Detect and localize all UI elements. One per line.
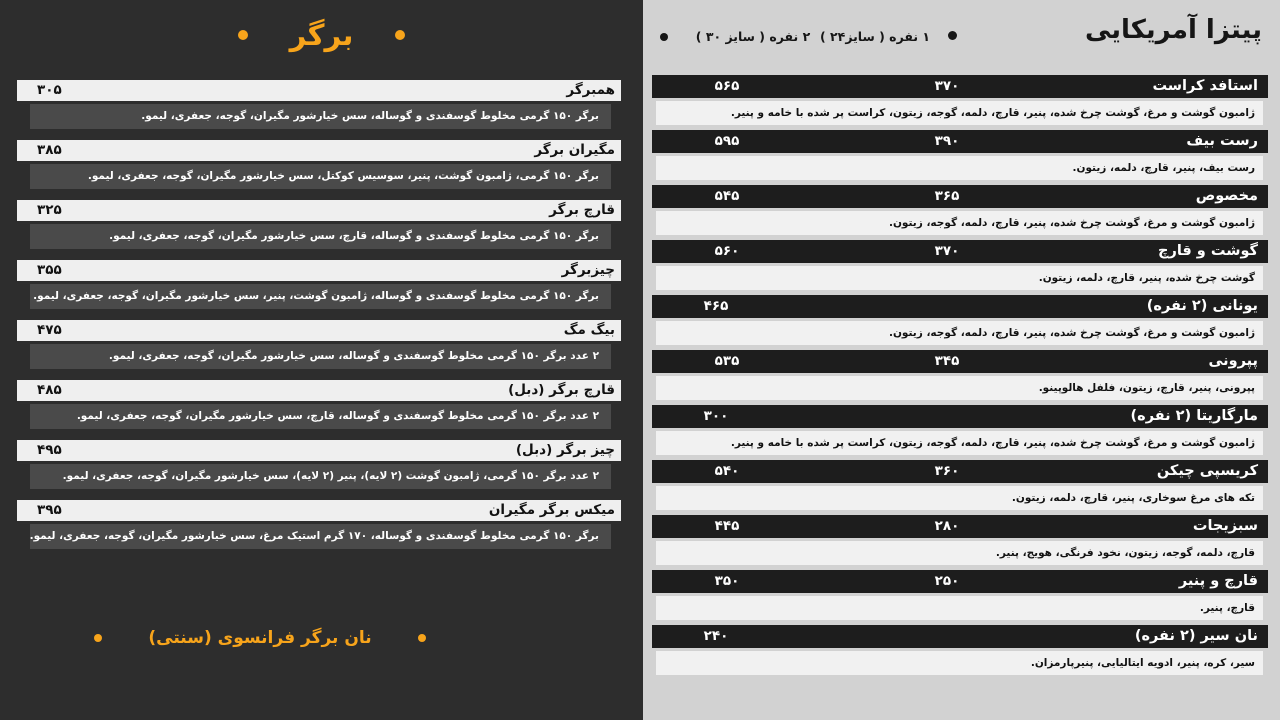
item-header-bar (17, 440, 621, 461)
item-price: ۴۸۵ (37, 382, 62, 398)
item-header-bar (652, 570, 1268, 593)
item-name: مارگاریتا (۲ نفره) (1130, 408, 1258, 424)
item-header-bar (17, 500, 621, 521)
item-header-bar (17, 200, 621, 221)
item-price-2person: ۵۶۵ (714, 78, 740, 94)
menu-item-greek (652, 295, 1268, 345)
menu-item-cheeseburger (17, 260, 621, 309)
menu-item-pepperoni (652, 350, 1268, 400)
item-name: بیگ مگ (563, 322, 615, 338)
pizza-item-list (652, 75, 1268, 680)
item-name: مگیران برگر (534, 142, 615, 158)
item-header-bar (652, 130, 1268, 153)
burger-section-title: برگر (289, 18, 354, 52)
item-name: نان سیر (۲ نفره) (1134, 628, 1258, 644)
item-header-bar (652, 350, 1268, 373)
french-bun-title: نان برگر فرانسوی (سنتی) (148, 628, 372, 648)
item-description: ژامبون گوشت و مرغ، گوشت چرخ شده، پنیر، قارچ، دلمه، گوجه، زیتون، کراست پر شده با خامه و پنیر. (656, 431, 1263, 455)
item-description: رست بیف، پنیر، قارچ، دلمه، زیتون. (656, 156, 1263, 180)
item-description: برگر ۱۵۰ گرمی مخلوط گوسفندی و گوساله، ۱۷۰ گرم استیک مرغ، سس خیارشور مگیران، گوجه، جعفری، لیمو. (30, 524, 611, 549)
item-name: چیز برگر (دبل) (515, 442, 615, 458)
burger-item-list (17, 80, 621, 560)
item-price-2person: ۳۵۰ (714, 573, 740, 589)
item-name: چیزبرگر (561, 262, 615, 278)
item-header-bar (17, 140, 621, 161)
menu-item-mix-burger (17, 500, 621, 549)
item-name: همبرگر (566, 82, 615, 98)
item-price-2person: ۵۴۵ (714, 188, 740, 204)
item-name: پپرونی (1208, 353, 1258, 369)
item-price-1person: ۳۹۰ (934, 133, 960, 149)
item-name: مخصوص (1195, 188, 1258, 204)
menu-item-garlic-bread (652, 625, 1268, 675)
item-description: ۲ عدد برگر ۱۵۰ گرمی مخلوط گوسفندی و گوساله، سس خیارشور مگیران، گوجه، جعفری، لیمو. (30, 344, 611, 369)
item-price: ۳۵۵ (37, 262, 62, 278)
item-price-2person: ۵۶۰ (714, 243, 740, 259)
bullet-icon (238, 30, 248, 40)
item-description: تکه های مرغ سوخاری، پنیر، قارچ، دلمه، زیتون. (656, 486, 1263, 510)
menu-item-vegetables (652, 515, 1268, 565)
menu-item-stuffed-crust (652, 75, 1268, 125)
item-description: قارچ، دلمه، گوجه، زیتون، نخود فرنگی، هویج، پنیر. (656, 541, 1263, 565)
item-price: ۴۷۵ (37, 322, 62, 338)
size-column-header-2person: ۲ نفره ( سایز ۳۰ ) (695, 29, 811, 44)
bullet-icon (660, 33, 668, 41)
bullet-icon (395, 30, 405, 40)
item-price-1person: ۳۷۰ (934, 243, 960, 259)
item-price-2person: ۲۴۰ (703, 628, 729, 644)
menu-item-hamburger (17, 80, 621, 129)
burger-title-row (0, 18, 643, 52)
item-name: قارچ برگر (دبل) (508, 382, 615, 398)
item-price-2person: ۵۹۵ (714, 133, 740, 149)
bullet-icon (948, 31, 957, 40)
menu-item-magiran-burger (17, 140, 621, 189)
item-header-bar (652, 515, 1268, 538)
item-price: ۳۰۵ (37, 82, 62, 98)
item-price-1person: ۳۶۰ (934, 463, 960, 479)
item-price-2person: ۴۴۵ (714, 518, 740, 534)
item-header-bar (17, 380, 621, 401)
item-price: ۳۸۵ (37, 142, 62, 158)
menu-item-crispy-chicken (652, 460, 1268, 510)
item-price-1person: ۲۵۰ (934, 573, 960, 589)
item-description: قارچ، پنیر. (656, 596, 1263, 620)
item-name: گوشت و قارچ (1158, 243, 1258, 259)
menu-item-double-mushroom-burger (17, 380, 621, 429)
item-name: قارچ و پنیر (1178, 573, 1258, 589)
item-header-bar (652, 185, 1268, 208)
item-name: میکس برگر مگیران (488, 502, 615, 518)
item-description: ۲ عدد برگر ۱۵۰ گرمی مخلوط گوسفندی و گوساله، قارچ، سس خیارشور مگیران، گوجه، جعفری، لیمو. (30, 404, 611, 429)
pizza-panel (643, 0, 1280, 720)
menu-item-special (652, 185, 1268, 235)
item-price: ۳۲۵ (37, 202, 62, 218)
menu-item-meat-mushroom (652, 240, 1268, 290)
item-price-1person: ۲۸۰ (934, 518, 960, 534)
item-price: ۳۹۵ (37, 502, 62, 518)
item-description: پپرونی، پنیر، قارچ، زیتون، فلفل هالوپینو. (656, 376, 1263, 400)
burger-footer-row (0, 628, 520, 648)
item-price-2person: ۳۰۰ (703, 408, 729, 424)
item-description: برگر ۱۵۰ گرمی مخلوط گوسفندی و گوساله، ژامبون گوشت، پنیر، سس خیارشور مگیران، گوجه، جعفری، لیمو. (30, 284, 611, 309)
item-description: ژامبون گوشت و مرغ، گوشت چرخ شده، پنیر، قارچ، دلمه، گوجه، زیتون. (656, 211, 1263, 235)
item-name: یونانی (۲ نفره) (1146, 298, 1258, 314)
menu-item-margherita (652, 405, 1268, 455)
item-price-2person: ۵۴۰ (714, 463, 740, 479)
item-price: ۴۹۵ (37, 442, 62, 458)
bullet-icon (94, 634, 102, 642)
item-name: استافد کراست (1152, 78, 1258, 94)
item-description: سیر، کره، پنیر، ادویه ایتالیایی، پنیرپارمزان. (656, 651, 1263, 675)
item-price-2person: ۴۶۵ (703, 298, 729, 314)
item-name: سبزیجات (1192, 518, 1258, 534)
item-description: ژامبون گوشت و مرغ، گوشت چرخ شده، پنیر، قارچ، دلمه، گوجه، زیتون، کراست پر شده با خامه و پنیر. (656, 101, 1263, 125)
item-header-bar (17, 260, 621, 281)
item-name: رست بیف (1186, 133, 1258, 149)
item-header-bar (652, 75, 1268, 98)
item-description: برگر ۱۵۰ گرمی مخلوط گوسفندی و گوساله، قارچ، سس خیارشور مگیران، گوجه، جعفری، لیمو. (30, 224, 611, 249)
item-description: برگر ۱۵۰ گرمی، ژامبون گوشت، پنیر، سوسیس کوکتل، سس خیارشور مگیران، گوجه، جعفری، لیمو. (30, 164, 611, 189)
item-price-1person: ۳۶۵ (934, 188, 960, 204)
item-header-bar (652, 405, 1268, 428)
menu-item-mushroom-burger (17, 200, 621, 249)
pizza-section-title: پیتزا آمریکایی (1084, 15, 1262, 45)
menu-item-mushroom-cheese (652, 570, 1268, 620)
item-description: برگر ۱۵۰ گرمی مخلوط گوسفندی و گوساله، سس خیارشور مگیران، گوجه، جعفری، لیمو. (30, 104, 611, 129)
item-header-bar (652, 625, 1268, 648)
menu-item-roast-beef (652, 130, 1268, 180)
item-name: کریسپی چیکن (1156, 463, 1258, 479)
item-description: ژامبون گوشت و مرغ، گوشت چرخ شده، پنیر، قارچ، دلمه، گوجه، زیتون. (656, 321, 1263, 345)
bullet-icon (418, 634, 426, 642)
menu-item-double-cheeseburger (17, 440, 621, 489)
item-description: گوشت چرخ شده، پنیر، قارچ، دلمه، زیتون. (656, 266, 1263, 290)
item-header-bar (652, 240, 1268, 263)
item-name: قارچ برگر (549, 202, 615, 218)
item-header-bar (17, 80, 621, 101)
menu-item-big-mag (17, 320, 621, 369)
item-header-bar (652, 295, 1268, 318)
size-column-header-1person: ۱ نفره ( سایز۲۴ ) (819, 29, 931, 44)
item-price-2person: ۵۳۵ (714, 353, 740, 369)
item-description: ۲ عدد برگر ۱۵۰ گرمی، ژامبون گوشت (۲ لایه)، پنیر (۲ لایه)، سس خیارشور مگیران، گوجه، جعفری، لیمو. (30, 464, 611, 489)
item-header-bar (17, 320, 621, 341)
item-price-1person: ۳۷۰ (934, 78, 960, 94)
item-header-bar (652, 460, 1268, 483)
item-price-1person: ۳۴۵ (934, 353, 960, 369)
